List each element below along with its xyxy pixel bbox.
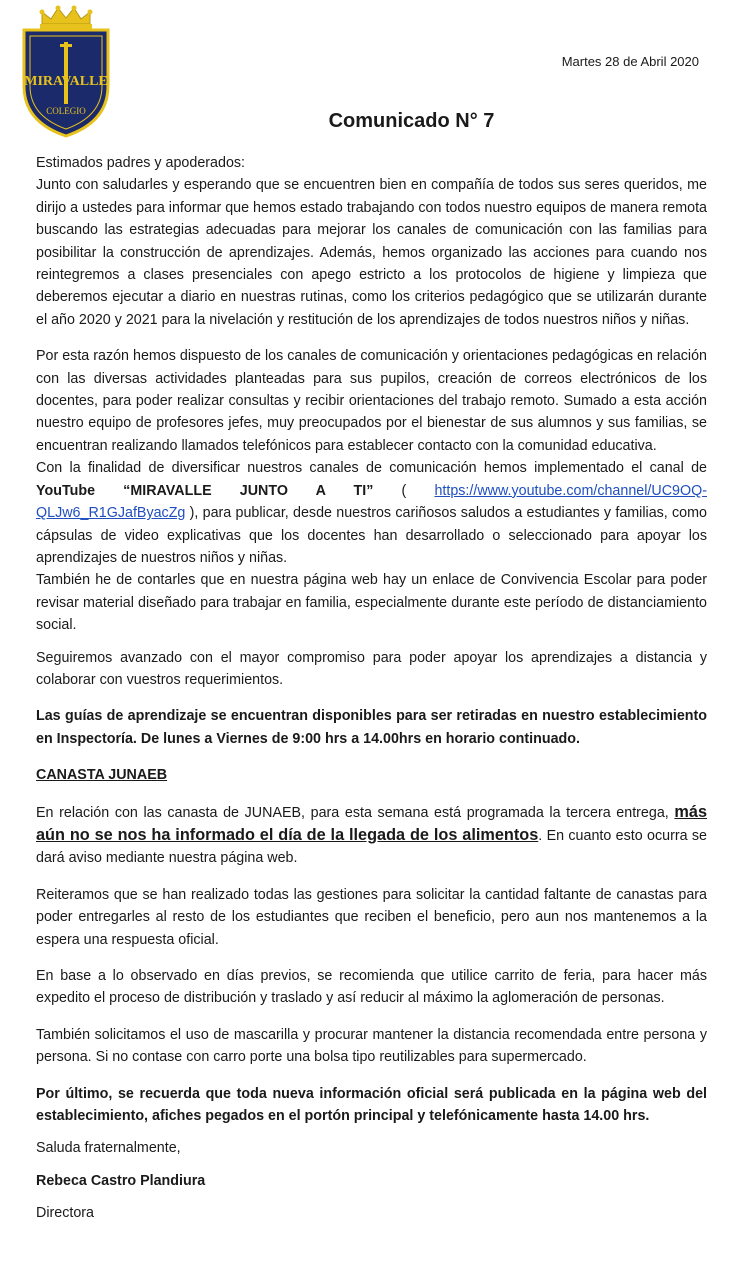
junaeb-text-a: En relación con las canasta de JUNAEB, para esta semana está programada la tercera entrega, <box>36 804 675 821</box>
letter-body <box>36 152 707 1225</box>
logo-subtitle: COLEGIO <box>46 106 86 116</box>
paragraph-commitment: Seguiremos avanzado con el mayor compromiso para poder apoyar los aprendizajes a distancia y colaborar con vuestros requerimientos. <box>36 649 707 688</box>
letter-date: Martes 28 de Abril 2020 <box>561 54 699 69</box>
greeting: Estimados padres y apoderados: <box>36 155 246 171</box>
youtube-channel-link[interactable]: https://www.youtube.com/channel/UC9OQ-QLJw6_R1GJafByacZg <box>36 482 707 522</box>
signer-name: Rebeca Castro Plandiura <box>36 1172 206 1189</box>
youtube-text-c: ), para publicar, desde nuestros cariñosos saludos a estudiantes y familias, como cápsulas de video explicativas que los docentes han desarrollado o seleccionado para apoyar los aprendizajes de nuestros niños y niñas. <box>36 505 707 566</box>
paragraph-junaeb <box>36 801 707 870</box>
paragraph-management: Reiteramos que se han realizado todas las gestiones para solicitar la cantidad faltante de canastas para poder entregarles al resto de los estudiantes que reciben el beneficio, pero aun nos mantenemos a la espera una respuesta oficial. <box>36 886 707 948</box>
paragraph-web: También he de contarles que en nuestra página web hay un enlace de Convivencia Escolar para poder revisar material diseñado para trabajar en familia, especialmente durante este período de distanciamiento social. <box>36 572 707 634</box>
closing: Saluda fraternalmente, <box>36 1140 181 1157</box>
junaeb-text-b: . En cuanto esto ocurra se dará aviso mediante nuestra página web. <box>36 827 707 867</box>
paragraph-channels: Por esta razón hemos dispuesto de los canales de comunicación y orientaciones pedagógicas en relación con las diversas actividades planteadas para sus pupilos, creación de correos electrónicos de los docentes, para poder realizar consultas y recibir orientaciones del trabajo remoto. Sumado a esta acción nuestro equipo de profesores jefes, muy preocupados por el bienestar de sus alumnos y sus familias, se encuentran realizando llamados telefónicos para establecer contacto con la comunidad educativa. <box>36 348 707 454</box>
youtube-text-b: ( <box>373 482 435 499</box>
paragraph-youtube <box>36 457 707 569</box>
logo-name: MIRAVALLE <box>24 74 108 89</box>
signer-role: Directora <box>36 1205 94 1222</box>
paragraph-intro: Junto con saludarles y esperando que se encuentren bien en compañía de todos sus seres queridos, me dirijo a ustedes para informar que hemos estado trabajando con todos nuestro equipos de manera remota buscando las estrategias adecuadas para mejorar los canales de comunicación con las familias para posibilitar la construcción de aprendizajes. Además, hemos organizado las acciones para cuando nos reintegremos a clases presenciales con apego estricto a los protocolos de higiene y limpieza que deberemos ejecutar a diario en nuestras rutinas, como los criterios pedagógico que se utilizarán durante el año 2020 y 2021 para la nivelación y restitución de los aprendizajes de todos nuestros niños y niñas. <box>36 177 707 328</box>
paragraph-mask: También solicitamos el uso de mascarilla y procurar mantener la distancia recomendada entre persona y persona. Si no contase con carro porte una bolsa tipo reutilizables para supermercado. <box>36 1026 707 1066</box>
junaeb-highlight: más aún no se nos ha informado el día de la llegada de los alimentos <box>36 802 707 844</box>
youtube-channel-name: YouTube “MIRAVALLE JUNTO A TI” <box>36 482 374 499</box>
paragraph-cart: En base a lo observado en días previos, se recomienda que utilice carrito de feria, para hacer más expedito el proceso de distribución y traslado y así reducir al máximo la aglomeración de personas. <box>36 968 707 1007</box>
youtube-text-a: Con la finalidad de diversificar nuestros canales de comunicación hemos implementado el canal de <box>36 460 707 477</box>
paragraph-guides: Las guías de aprendizaje se encuentran disponibles para ser retiradas en nuestro establecimiento en Inspectoría. De lunes a Viernes de 9:00 hrs a 14.00hrs en horario continuado. <box>36 708 707 747</box>
paragraph-final-notice: Por último, se recuerda que toda nueva información oficial será publicada en la página web del establecimiento, afiches pegados en el portón principal y telefónicamente hasta 14.00 hrs. <box>36 1085 707 1125</box>
page-title: Comunicado N° 7 <box>328 110 495 132</box>
section-title-junaeb: CANASTA JUNAEB <box>36 767 168 784</box>
